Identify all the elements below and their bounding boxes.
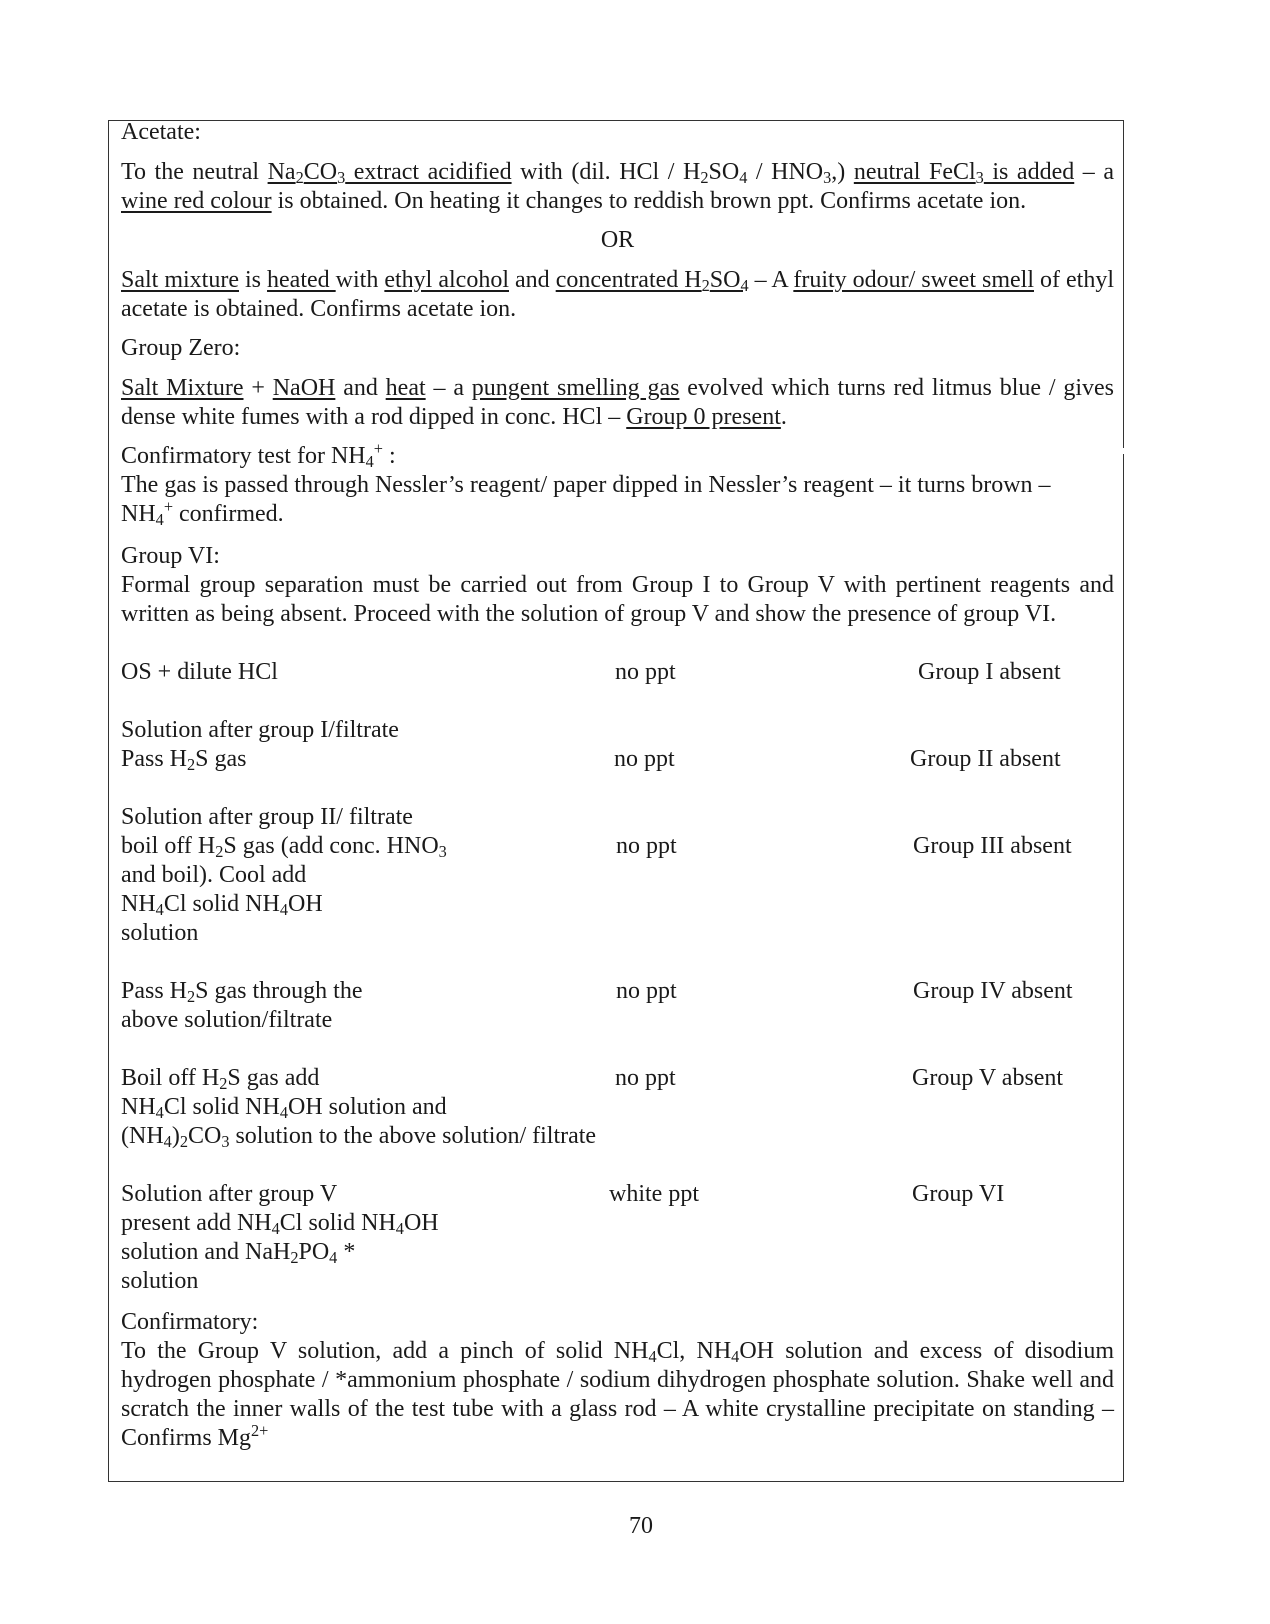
- border-gap: [1123, 448, 1127, 454]
- step-6-inference: Group VI: [912, 1181, 1005, 1207]
- acetate-test-1: To the neutral $Na_2CO_3$ extract acidified with (dil. HCl / $H_2SO_4 / HNO_3$,) neutral FeCl$_3$ is added – a wine red colour is obtained. On heating it changes to reddish brown ppt. Confirms acetate ion.: [121, 159, 1115, 214]
- acetate-heading: Acetate:: [121, 119, 201, 145]
- step-4-experiment: Pass $H_2S$ gas through the above solution/filtrate: [121, 978, 363, 1033]
- group-zero-heading: Group Zero:: [121, 335, 241, 361]
- step-1-experiment: OS + dilute HCl: [121, 659, 278, 685]
- confirmatory-heading: Confirmatory:: [121, 1309, 259, 1335]
- step-6-observation: white ppt: [609, 1181, 699, 1207]
- step-1-inference: Group I absent: [918, 659, 1061, 685]
- step-2-experiment: Solution after group I/filtrate Pass $H_2S$ gas: [121, 717, 399, 775]
- step-2-inference: Group II absent: [910, 746, 1061, 772]
- step-5-inference: Group V absent: [912, 1065, 1064, 1091]
- step-1-observation: no ppt: [615, 659, 676, 685]
- confirmatory-mg-test: To the Group V solution, add a pinch of solid $NH_4Cl$, $NH_4OH$ solution and excess of disodium hydrogen phosphate / *ammonium phosphate / sodium dihydrogen phosphate solution. Shake well and scratch the inner walls of the test tube with a glass rod – A white crystalline precipitate on standing – Confirms $Mg^{2+}$: [121, 1338, 1114, 1451]
- step-4-inference: Group IV absent: [913, 978, 1073, 1004]
- page-number: 70: [629, 1513, 653, 1539]
- group-vi-heading: Group VI:: [121, 543, 220, 569]
- step-3-observation: no ppt: [616, 833, 677, 859]
- step-2-observation: no ppt: [614, 746, 675, 772]
- step-6-experiment: Solution after group V present add $NH_4Cl$ solid $NH_4OH$ solution and $NaH_2PO_4$ * solution: [121, 1181, 439, 1294]
- step-4-observation: no ppt: [616, 978, 677, 1004]
- step-5-experiment: Boil off $H_2S$ gas add $NH_4Cl$ solid $NH_4OH$ solution and $(NH_4)_2CO_3$ solution to the above solution/ filtrate: [121, 1065, 597, 1152]
- acetate-test-2: Salt mixture is heated with ethyl alcohol and concentrated $H_2SO_4$ – A fruity odour/ sweet smell of ethyl acetate is obtained. Confirms acetate ion.: [121, 267, 1115, 322]
- group-zero-test: Salt Mixture + NaOH and heat – a pungent smelling gas evolved which turns red litmus blue / gives dense white fumes with a rod dipped in conc. HCl – Group 0 present.: [121, 375, 1114, 430]
- nh4-heading: Confirmatory test for $NH_4^+$ :: [121, 439, 396, 472]
- step-3-inference: Group III absent: [913, 833, 1072, 859]
- nh4-confirmed: $NH_4^+$ confirmed.: [121, 497, 284, 530]
- step-3-experiment: Solution after group II/ filtrate boil off $H_2S$ gas (add conc. $HNO_3$ and boil). Cool add $NH_4Cl$ solid $NH_4OH$ solution: [121, 804, 447, 946]
- or-separator: OR: [600, 227, 635, 253]
- group-vi-intro: Formal group separation must be carried out from Group I to Group V with pertinent reagents and written as being absent. Proceed with the solution of group V and show the presence of group VI.: [121, 572, 1114, 627]
- nh4-test: The gas is passed through Nessler’s reagent/ paper dipped in Nessler’s reagent – it turns brown –: [121, 472, 1051, 498]
- step-5-observation: no ppt: [615, 1065, 676, 1091]
